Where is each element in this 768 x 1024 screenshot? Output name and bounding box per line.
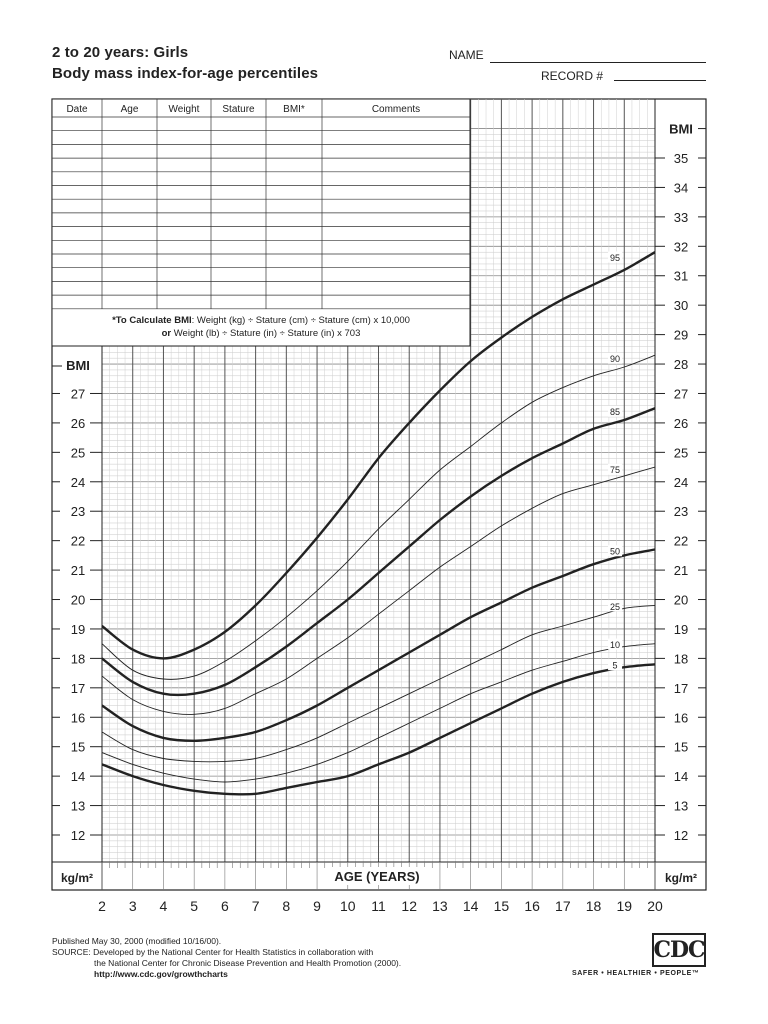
x-tick-7: 7 — [251, 898, 260, 914]
bmi-formula-line2: or Weight (lb) ÷ Stature (in) ÷ Stature (in) x 703 — [161, 327, 361, 339]
y-tick-right-15: 15 — [673, 739, 689, 755]
y-tick-right-22: 22 — [673, 533, 689, 549]
percentile-label-50: 50 — [610, 546, 621, 557]
y-tick-left-12: 12 — [70, 828, 86, 843]
x-tick-9: 9 — [313, 898, 321, 914]
record-table — [52, 99, 470, 346]
x-axis-label: AGE (YEARS) — [334, 869, 420, 884]
table-header-0: Date — [66, 104, 88, 115]
y-tick-left-22: 22 — [70, 533, 86, 549]
y-tick-left-26: 26 — [70, 415, 86, 431]
record-label: RECORD # — [541, 69, 604, 83]
y-tick-left-15: 15 — [70, 739, 86, 755]
percentile-label-95: 95 — [610, 252, 621, 263]
cdc-logo: CDC — [652, 933, 706, 967]
name-label: NAME — [449, 48, 484, 62]
y-tick-left-17: 17 — [70, 680, 86, 696]
y-tick-right-34: 34 — [673, 180, 689, 196]
unit-label-left: kg/m² — [60, 871, 94, 885]
percentile-label-25: 25 — [610, 601, 621, 612]
chart-title-line2: Body mass index-for-age percentiles — [52, 65, 319, 82]
x-tick-10: 10 — [339, 898, 356, 914]
y-tick-left-25: 25 — [70, 445, 86, 461]
percentile-label-85: 85 — [610, 407, 621, 418]
y-tick-right-24: 24 — [673, 474, 689, 490]
x-tick-5: 5 — [190, 898, 199, 914]
y-tick-right-28: 28 — [673, 357, 689, 373]
percentile-label-10: 10 — [610, 640, 621, 651]
table-header-1: Age — [120, 104, 139, 115]
y-tick-right-21: 21 — [673, 563, 689, 579]
table-header-2: Weight — [168, 104, 200, 115]
y-tick-left-13: 13 — [70, 798, 86, 814]
y-tick-right-35: 35 — [673, 151, 689, 166]
y-axis-label-left: BMI — [66, 358, 90, 373]
x-tick-2: 2 — [98, 898, 106, 914]
y-tick-right-18: 18 — [673, 651, 689, 667]
source-line2: the National Center for Chronic Disease Prevention and Health Promotion (2000). — [94, 958, 402, 968]
y-tick-right-30: 30 — [673, 298, 689, 314]
y-tick-right-14: 14 — [673, 769, 689, 785]
y-tick-left-23: 23 — [70, 504, 86, 520]
y-tick-right-12: 12 — [673, 828, 689, 843]
y-tick-right-32: 32 — [673, 239, 689, 255]
percentile-label-5: 5 — [612, 660, 618, 671]
y-tick-left-18: 18 — [70, 651, 86, 667]
percentile-label-90: 90 — [610, 354, 621, 365]
x-tick-3: 3 — [128, 898, 137, 914]
y-tick-right-17: 17 — [673, 680, 689, 696]
table-header-3: Stature — [222, 104, 255, 115]
y-tick-right-26: 26 — [673, 415, 689, 431]
y-tick-right-27: 27 — [673, 386, 689, 402]
x-tick-13: 13 — [432, 898, 448, 914]
x-tick-14: 14 — [462, 898, 479, 914]
x-tick-20: 20 — [647, 898, 663, 914]
x-tick-6: 6 — [220, 898, 229, 914]
y-tick-left-20: 20 — [70, 592, 86, 608]
y-tick-right-16: 16 — [673, 710, 689, 726]
y-tick-left-21: 21 — [70, 563, 86, 579]
y-tick-right-23: 23 — [673, 504, 689, 520]
x-tick-18: 18 — [585, 898, 602, 914]
table-header-5: Comments — [371, 104, 421, 115]
y-tick-left-27: 27 — [70, 386, 86, 402]
y-tick-left-14: 14 — [70, 769, 86, 785]
x-tick-17: 17 — [555, 898, 571, 914]
y-tick-right-25: 25 — [673, 445, 689, 461]
x-tick-4: 4 — [159, 898, 168, 914]
y-tick-right-20: 20 — [673, 592, 689, 608]
x-tick-19: 19 — [616, 898, 633, 914]
y-axis-label-right: BMI — [669, 121, 693, 137]
y-tick-right-31: 31 — [673, 268, 689, 284]
y-tick-left-16: 16 — [70, 710, 86, 726]
y-tick-left-24: 24 — [70, 474, 86, 490]
x-tick-11: 11 — [371, 898, 386, 914]
x-tick-12: 12 — [401, 898, 418, 914]
source-line1: SOURCE: Developed by the National Center for Health Statistics in collaboration with — [52, 947, 374, 957]
bmi-formula-line1: *To Calculate BMI: Weight (kg) ÷ Stature (cm) ÷ Stature (cm) x 10,000 — [112, 314, 410, 326]
y-tick-right-19: 19 — [673, 621, 689, 637]
cdc-tagline: SAFER • HEALTHIER • PEOPLE™ — [572, 970, 700, 977]
y-tick-right-33: 33 — [673, 209, 689, 225]
x-tick-16: 16 — [524, 898, 540, 914]
y-tick-left-19: 19 — [70, 621, 86, 637]
source-url[interactable]: http://www.cdc.gov/growthcharts — [94, 969, 228, 979]
published-note: Published May 30, 2000 (modified 10/16/00). — [52, 936, 222, 946]
chart-title-line1: 2 to 20 years: Girls — [52, 44, 189, 61]
x-tick-15: 15 — [493, 898, 510, 914]
unit-label-right: kg/m² — [664, 871, 698, 885]
x-tick-8: 8 — [282, 898, 291, 914]
y-tick-right-29: 29 — [673, 327, 689, 343]
percentile-label-75: 75 — [610, 465, 621, 476]
y-tick-right-13: 13 — [673, 798, 689, 814]
table-header-4: BMI* — [283, 104, 305, 115]
